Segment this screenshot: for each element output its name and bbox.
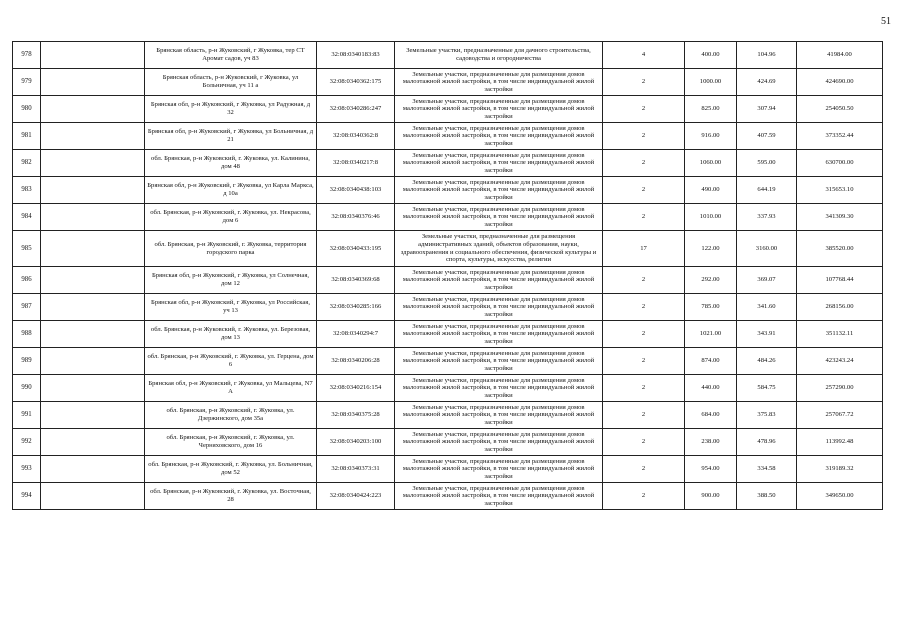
area-cell: 440.00 (685, 375, 737, 402)
table-row (13, 456, 883, 483)
cadastral-number-cell: 32:08:0340216:154 (317, 375, 395, 402)
area-cell: 785.00 (685, 294, 737, 321)
row-number-cell: 993 (13, 456, 41, 483)
land-use-cell: Земельные участки, предназначенные для размещения домов малоэтажной жилой застройки, в том числе индивидуальной жилой застройки (395, 429, 603, 456)
cadastral-number-cell: 32:08:0340286:247 (317, 96, 395, 123)
row-number-cell: 980 (13, 96, 41, 123)
cadastral-number-cell: 32:08:0340362:8 (317, 123, 395, 150)
table-row (13, 96, 883, 123)
table-row (13, 429, 883, 456)
specific-value-cell: 644.19 (737, 177, 797, 204)
address-cell: Брянская обл, р-н Жуковский, г Жуковка, ул Солнечная, дом 12 (145, 267, 317, 294)
cadastral-value-cell: 319189.32 (797, 456, 883, 483)
cadastral-value-cell: 630700.00 (797, 150, 883, 177)
cadastral-number-cell: 32:08:0340375:28 (317, 402, 395, 429)
specific-value-cell: 584.75 (737, 375, 797, 402)
use-group-cell: 2 (603, 456, 685, 483)
use-group-cell: 2 (603, 69, 685, 96)
area-cell: 292.00 (685, 267, 737, 294)
blank-cell (41, 204, 145, 231)
address-cell: Брянская область, р-н Жуковский, г Жуковка, тер СТ Аромат садов, уч 83 (145, 42, 317, 69)
area-cell: 900.00 (685, 483, 737, 510)
area-cell: 916.00 (685, 123, 737, 150)
use-group-cell: 2 (603, 348, 685, 375)
row-number-cell: 979 (13, 69, 41, 96)
table-row (13, 402, 883, 429)
row-number-cell: 985 (13, 231, 41, 267)
address-cell: обл. Брянская, р-н Жуковский, г. Жуковка, ул. Герцена, дом 6 (145, 348, 317, 375)
blank-cell (41, 42, 145, 69)
specific-value-cell: 484.26 (737, 348, 797, 375)
use-group-cell: 2 (603, 177, 685, 204)
row-number-cell: 991 (13, 402, 41, 429)
area-cell: 1000.00 (685, 69, 737, 96)
cadastral-value-cell: 257290.00 (797, 375, 883, 402)
cadastral-value-cell: 341309.30 (797, 204, 883, 231)
land-use-cell: Земельные участки, предназначенные для размещения домов малоэтажной жилой застройки, в том числе индивидуальной жилой застройки (395, 267, 603, 294)
area-cell: 490.00 (685, 177, 737, 204)
area-cell: 400.00 (685, 42, 737, 69)
area-cell: 874.00 (685, 348, 737, 375)
cadastral-value-cell: 254050.50 (797, 96, 883, 123)
specific-value-cell: 337.93 (737, 204, 797, 231)
row-number-cell: 984 (13, 204, 41, 231)
blank-cell (41, 96, 145, 123)
row-number-cell: 982 (13, 150, 41, 177)
land-use-cell: Земельные участки, предназначенные для дачного строительства, садоводства и огородничества (395, 42, 603, 69)
land-use-cell: Земельные участки, предназначенные для размещения домов малоэтажной жилой застройки, в том числе индивидуальной жилой застройки (395, 150, 603, 177)
table-row (13, 42, 883, 69)
use-group-cell: 2 (603, 429, 685, 456)
area-cell: 1010.00 (685, 204, 737, 231)
cadastral-value-cell: 315653.10 (797, 177, 883, 204)
table-row (13, 321, 883, 348)
land-use-cell: Земельные участки, предназначенные для размещения домов малоэтажной жилой застройки, в том числе индивидуальной жилой застройки (395, 294, 603, 321)
address-cell: Брянская обл, р-н Жуковский, г Жуковка, ул Российская, уч 13 (145, 294, 317, 321)
area-cell: 684.00 (685, 402, 737, 429)
cadastral-number-cell: 32:08:0340424:223 (317, 483, 395, 510)
table-row (13, 267, 883, 294)
use-group-cell: 2 (603, 150, 685, 177)
address-cell: обл. Брянская, р-н Жуковский, г. Жуковка, ул. Калинина, дом 48 (145, 150, 317, 177)
area-cell: 825.00 (685, 96, 737, 123)
use-group-cell: 2 (603, 483, 685, 510)
specific-value-cell: 478.96 (737, 429, 797, 456)
specific-value-cell: 334.58 (737, 456, 797, 483)
cadastral-value-cell: 351132.11 (797, 321, 883, 348)
area-cell: 1021.00 (685, 321, 737, 348)
address-cell: обл. Брянская, р-н Жуковский, г. Жуковка, ул. Некрасова, дом 6 (145, 204, 317, 231)
land-use-cell: Земельные участки, предназначенные для размещения домов малоэтажной жилой застройки, в том числе индивидуальной жилой застройки (395, 348, 603, 375)
land-use-cell: Земельные участки, предназначенные для размещения домов малоэтажной жилой застройки, в том числе индивидуальной жилой застройки (395, 204, 603, 231)
table-row (13, 123, 883, 150)
land-use-cell: Земельные участки, предназначенные для размещения домов малоэтажной жилой застройки, в том числе индивидуальной жилой застройки (395, 321, 603, 348)
land-use-cell: Земельные участки, предназначенные для размещения домов малоэтажной жилой застройки, в том числе индивидуальной жилой застройки (395, 375, 603, 402)
use-group-cell: 2 (603, 123, 685, 150)
table-row (13, 348, 883, 375)
specific-value-cell: 407.59 (737, 123, 797, 150)
cadastral-value-cell: 107768.44 (797, 267, 883, 294)
specific-value-cell: 104.96 (737, 42, 797, 69)
address-cell: Брянская обл, р-н Жуковский, г Жуковка, ул Карла Маркса, д 10а (145, 177, 317, 204)
table-row (13, 204, 883, 231)
cadastral-value-cell: 257067.72 (797, 402, 883, 429)
blank-cell (41, 69, 145, 96)
address-cell: обл. Брянская, р-н Жуковский, г. Жуковка, территория городского парка (145, 231, 317, 267)
specific-value-cell: 369.07 (737, 267, 797, 294)
table-row (13, 69, 883, 96)
area-cell: 954.00 (685, 456, 737, 483)
land-use-cell: Земельные участки, предназначенные для размещения домов малоэтажной жилой застройки, в том числе индивидуальной жилой застройки (395, 96, 603, 123)
row-number-cell: 986 (13, 267, 41, 294)
blank-cell (41, 231, 145, 267)
table-row (13, 375, 883, 402)
specific-value-cell: 341.60 (737, 294, 797, 321)
blank-cell (41, 483, 145, 510)
cadastral-value-cell: 423243.24 (797, 348, 883, 375)
table-row (13, 177, 883, 204)
cadastral-number-cell: 32:08:0340183:83 (317, 42, 395, 69)
land-use-cell: Земельные участки, предназначенные для размещения домов малоэтажной жилой застройки, в том числе индивидуальной жилой застройки (395, 402, 603, 429)
cadastral-value-cell: 424690.00 (797, 69, 883, 96)
table-row (13, 231, 883, 267)
land-use-cell: Земельные участки, предназначенные для размещения административных зданий, объектов образования, науки, здравоохранения и социального обеспечения, физической культуры и спорта, культуры, искусства, религии (395, 231, 603, 267)
land-use-cell: Земельные участки, предназначенные для размещения домов малоэтажной жилой застройки, в том числе индивидуальной жилой застройки (395, 123, 603, 150)
use-group-cell: 2 (603, 402, 685, 429)
specific-value-cell: 343.91 (737, 321, 797, 348)
specific-value-cell: 595.00 (737, 150, 797, 177)
blank-cell (41, 177, 145, 204)
blank-cell (41, 294, 145, 321)
cadastral-value-cell: 41984.00 (797, 42, 883, 69)
address-cell: Брянская обл, р-н Жуковский, г Жуковка, ул Радужная, д 32 (145, 96, 317, 123)
cadastral-number-cell: 32:08:0340285:166 (317, 294, 395, 321)
use-group-cell: 4 (603, 42, 685, 69)
blank-cell (41, 429, 145, 456)
cadastral-number-cell: 32:08:0340433:195 (317, 231, 395, 267)
address-cell: обл. Брянская, р-н Жуковский, г. Жуковка, ул. Дзержинского, дом 35а (145, 402, 317, 429)
address-cell: обл. Брянская, р-н Жуковский, г. Жуковка, ул. Березовая, дом 13 (145, 321, 317, 348)
cadastral-value-cell: 349650.00 (797, 483, 883, 510)
cadastral-value-cell: 373352.44 (797, 123, 883, 150)
land-use-cell: Земельные участки, предназначенные для размещения домов малоэтажной жилой застройки, в том числе индивидуальной жилой застройки (395, 69, 603, 96)
area-cell: 1060.00 (685, 150, 737, 177)
use-group-cell: 2 (603, 96, 685, 123)
table-body (13, 42, 883, 510)
land-use-cell: Земельные участки, предназначенные для размещения домов малоэтажной жилой застройки, в том числе индивидуальной жилой застройки (395, 177, 603, 204)
address-cell: обл. Брянская, р-н Жуковский, г. Жуковка, ул. Восточная, 28 (145, 483, 317, 510)
row-number-cell: 981 (13, 123, 41, 150)
cadastral-number-cell: 32:08:0340203:100 (317, 429, 395, 456)
cadastral-number-cell: 32:08:0340369:68 (317, 267, 395, 294)
specific-value-cell: 388.50 (737, 483, 797, 510)
area-cell: 238.00 (685, 429, 737, 456)
cadastral-number-cell: 32:08:0340376:46 (317, 204, 395, 231)
cadastral-number-cell: 32:08:0340206:28 (317, 348, 395, 375)
address-cell: обл. Брянская, р-н Жуковский, г. Жуковка, ул. Черняховского, дом 16 (145, 429, 317, 456)
land-use-cell: Земельные участки, предназначенные для размещения домов малоэтажной жилой застройки, в том числе индивидуальной жилой застройки (395, 483, 603, 510)
address-cell: Брянская обл, р-н Жуковский, г Жуковка, ул Мальцева, N7 А (145, 375, 317, 402)
use-group-cell: 2 (603, 204, 685, 231)
blank-cell (41, 348, 145, 375)
use-group-cell: 2 (603, 294, 685, 321)
address-cell: обл. Брянская, р-н Жуковский, г. Жуковка, ул. Больничная, дом 52 (145, 456, 317, 483)
cadastral-number-cell: 32:08:0340362:175 (317, 69, 395, 96)
cadastral-value-cell: 113992.48 (797, 429, 883, 456)
specific-value-cell: 424.69 (737, 69, 797, 96)
cadastral-value-cell: 385520.00 (797, 231, 883, 267)
row-number-cell: 992 (13, 429, 41, 456)
row-number-cell: 994 (13, 483, 41, 510)
table-row (13, 294, 883, 321)
blank-cell (41, 375, 145, 402)
blank-cell (41, 267, 145, 294)
row-number-cell: 988 (13, 321, 41, 348)
cadastral-number-cell: 32:08:0340373:31 (317, 456, 395, 483)
address-cell: Брянская обл, р-н Жуковский, г Жуковка, ул Больничная, д 21 (145, 123, 317, 150)
row-number-cell: 978 (13, 42, 41, 69)
row-number-cell: 990 (13, 375, 41, 402)
row-number-cell: 989 (13, 348, 41, 375)
cadastral-number-cell: 32:08:0340294:7 (317, 321, 395, 348)
land-registry-table (12, 41, 883, 510)
cadastral-number-cell: 32:08:0340217:8 (317, 150, 395, 177)
cadastral-value-cell: 268156.00 (797, 294, 883, 321)
blank-cell (41, 123, 145, 150)
specific-value-cell: 307.94 (737, 96, 797, 123)
page-number: 51 (881, 16, 891, 27)
blank-cell (41, 321, 145, 348)
use-group-cell: 2 (603, 267, 685, 294)
blank-cell (41, 456, 145, 483)
specific-value-cell: 375.83 (737, 402, 797, 429)
row-number-cell: 983 (13, 177, 41, 204)
use-group-cell: 2 (603, 321, 685, 348)
area-cell: 122.00 (685, 231, 737, 267)
cadastral-number-cell: 32:08:0340438:103 (317, 177, 395, 204)
use-group-cell: 2 (603, 375, 685, 402)
table-row (13, 483, 883, 510)
address-cell: Брянская область, р-н Жуковский, г Жуковка, ул Больничная, уч 11 а (145, 69, 317, 96)
row-number-cell: 987 (13, 294, 41, 321)
use-group-cell: 17 (603, 231, 685, 267)
specific-value-cell: 3160.00 (737, 231, 797, 267)
blank-cell (41, 150, 145, 177)
blank-cell (41, 402, 145, 429)
table-row (13, 150, 883, 177)
land-use-cell: Земельные участки, предназначенные для размещения домов малоэтажной жилой застройки, в том числе индивидуальной жилой застройки (395, 456, 603, 483)
